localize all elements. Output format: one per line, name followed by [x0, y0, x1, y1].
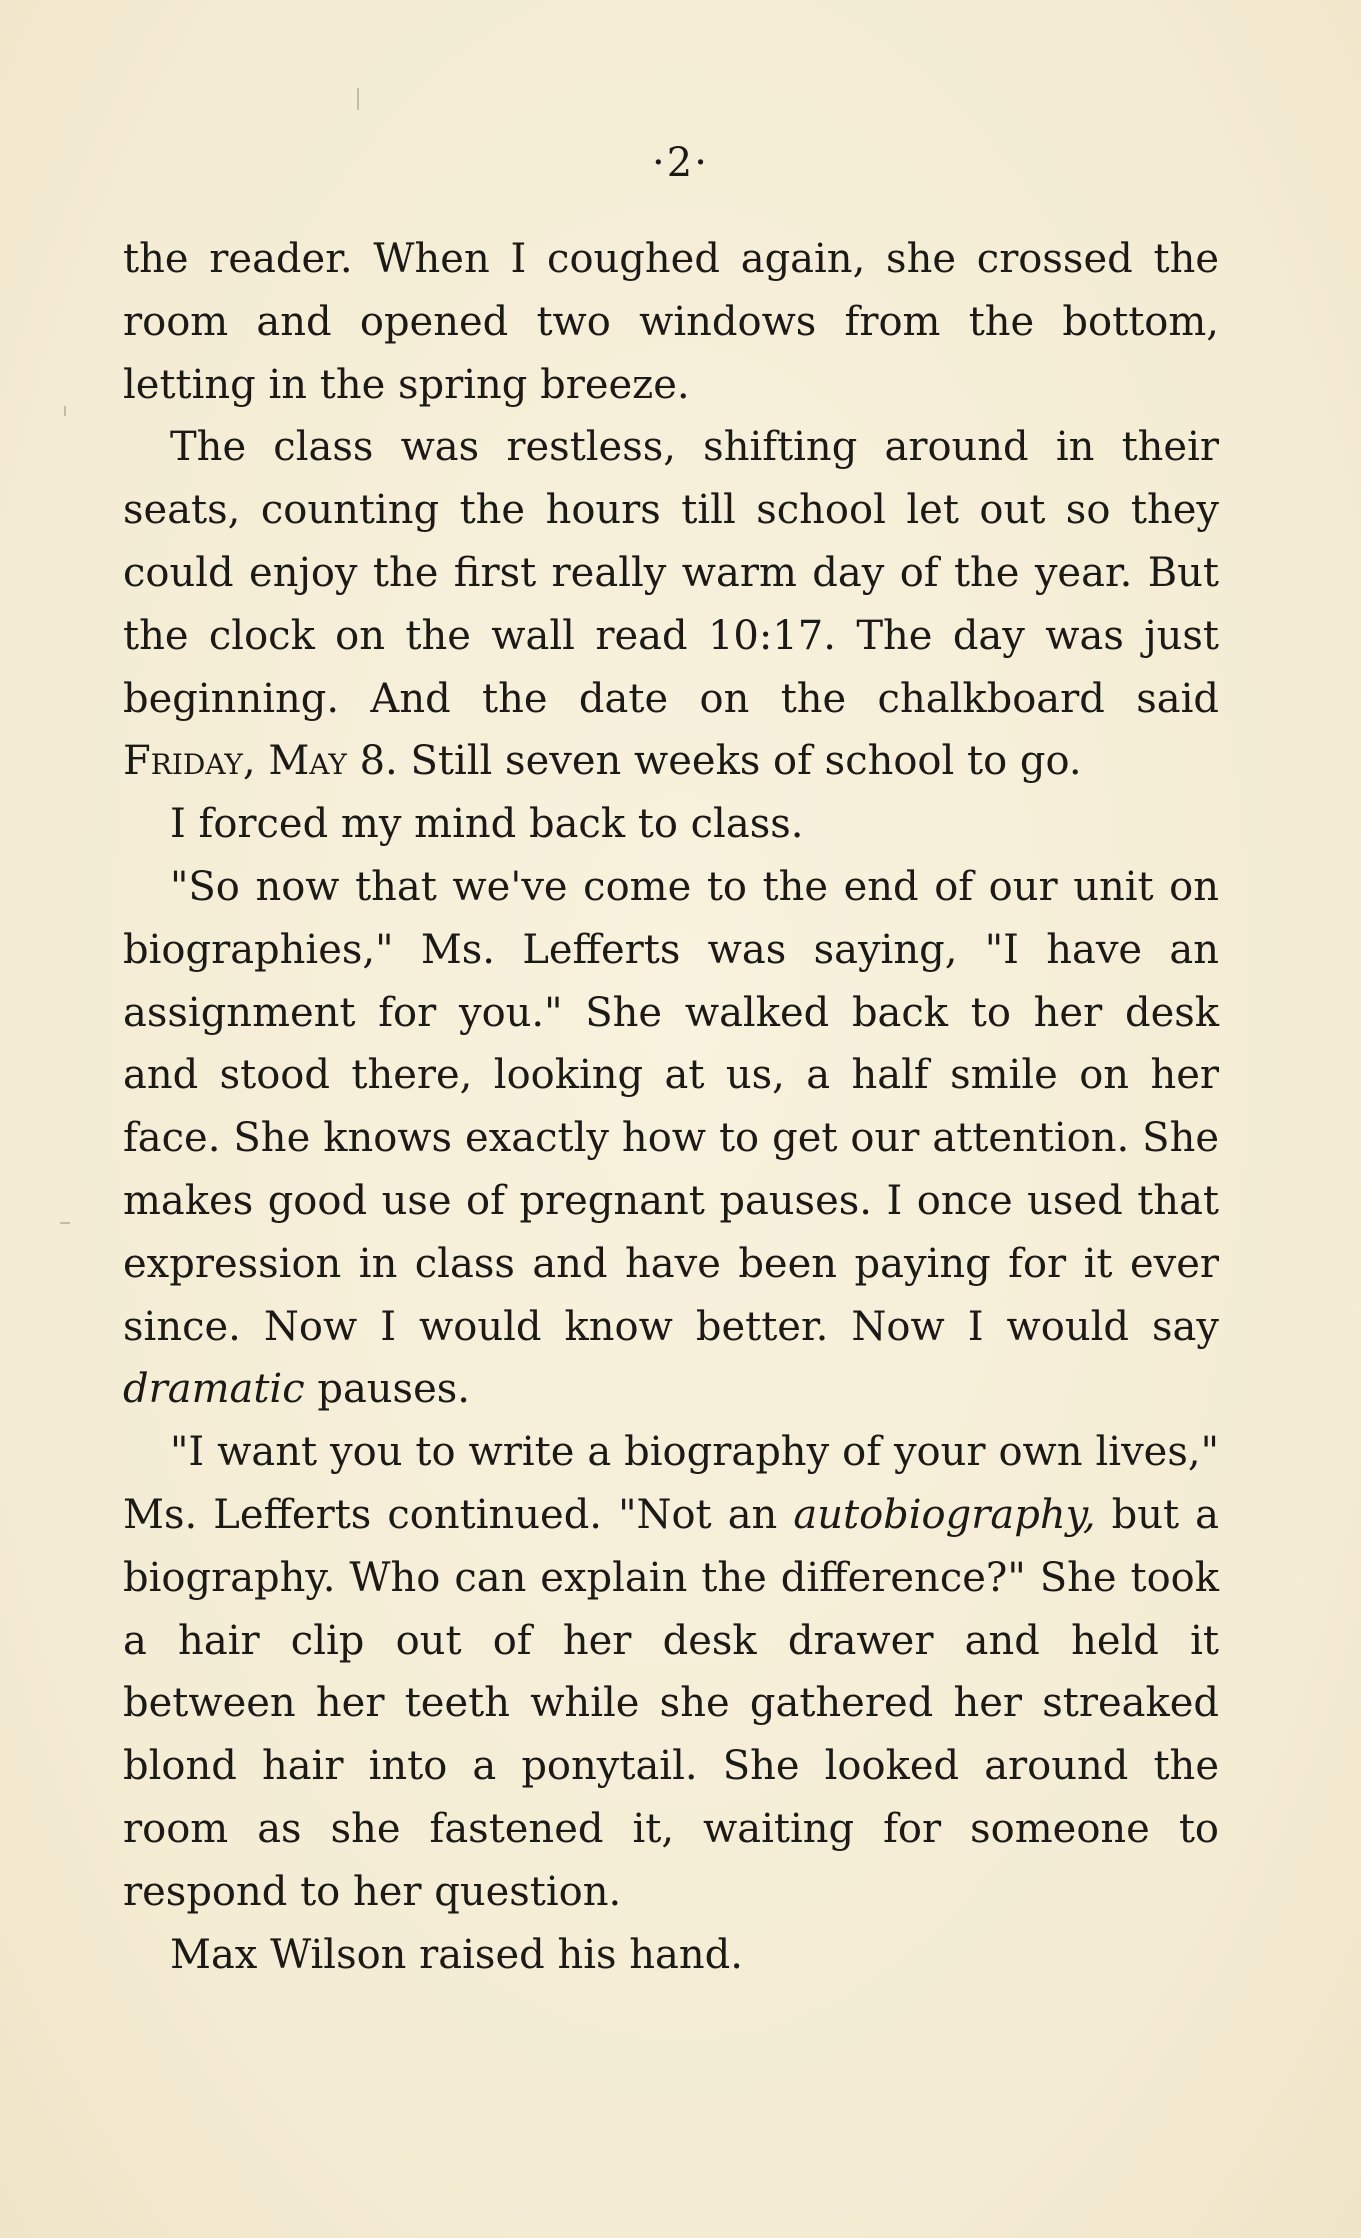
paragraph: [123, 793, 1219, 856]
text-segment: "So now that we've come to the end of our unit on biographies," Ms. Lefferts was saying, "I have an assignment for you." She walked back to her desk and stood there, looking at us, a half smile on her face. She knows exactly how to get our attention. She makes good use of pregnant pauses. I once used that expression in class and have been paying for it ever since. Now I would know better. Now I would say: [123, 863, 1219, 1350]
paragraph: [123, 228, 1219, 416]
text-segment: pauses.: [304, 1366, 470, 1413]
margin-mark: [357, 88, 359, 110]
date-small-caps: Friday, May 8.: [123, 738, 398, 785]
paragraph: [123, 1421, 1219, 1923]
italic-word: dramatic: [123, 1366, 305, 1413]
text-segment: but a biography. Who can explain the difference?" She took a hair clip out of her desk drawer and held it between her teeth while she gathered her streaked blond hair into a ponytail. She looked around the room as she fastened it, waiting for someone to respond to her question.: [123, 1491, 1220, 1915]
text-segment: the reader. When I coughed again, she crossed the room and opened two windows from the bottom, letting in the spring breeze.: [123, 236, 1219, 408]
paragraph: [123, 856, 1219, 1421]
italic-word: autobiography,: [793, 1491, 1096, 1538]
body-text: [123, 228, 1219, 1986]
text-segment: The class was restless, shifting around in their seats, counting the hours till school let out so they could enjoy the first really warm day of the year. But the clock on the wall read 10:17. The day was just beginning. And the date on the chalkboard said: [123, 424, 1219, 722]
margin-mark: [60, 1222, 70, 1224]
text-segment: I forced my mind back to class.: [170, 801, 804, 848]
page-number: ·2·: [652, 140, 709, 186]
paragraph: [123, 1924, 1219, 1987]
paragraph: [123, 416, 1219, 793]
margin-mark: [64, 406, 66, 416]
text-segment: "I want you to write a biography of your own lives," Ms. Lefferts continued. "Not an: [123, 1429, 1219, 1538]
text-segment: Max Wilson raised his hand.: [170, 1931, 743, 1978]
text-segment: Still seven weeks of school to go.: [397, 738, 1082, 785]
